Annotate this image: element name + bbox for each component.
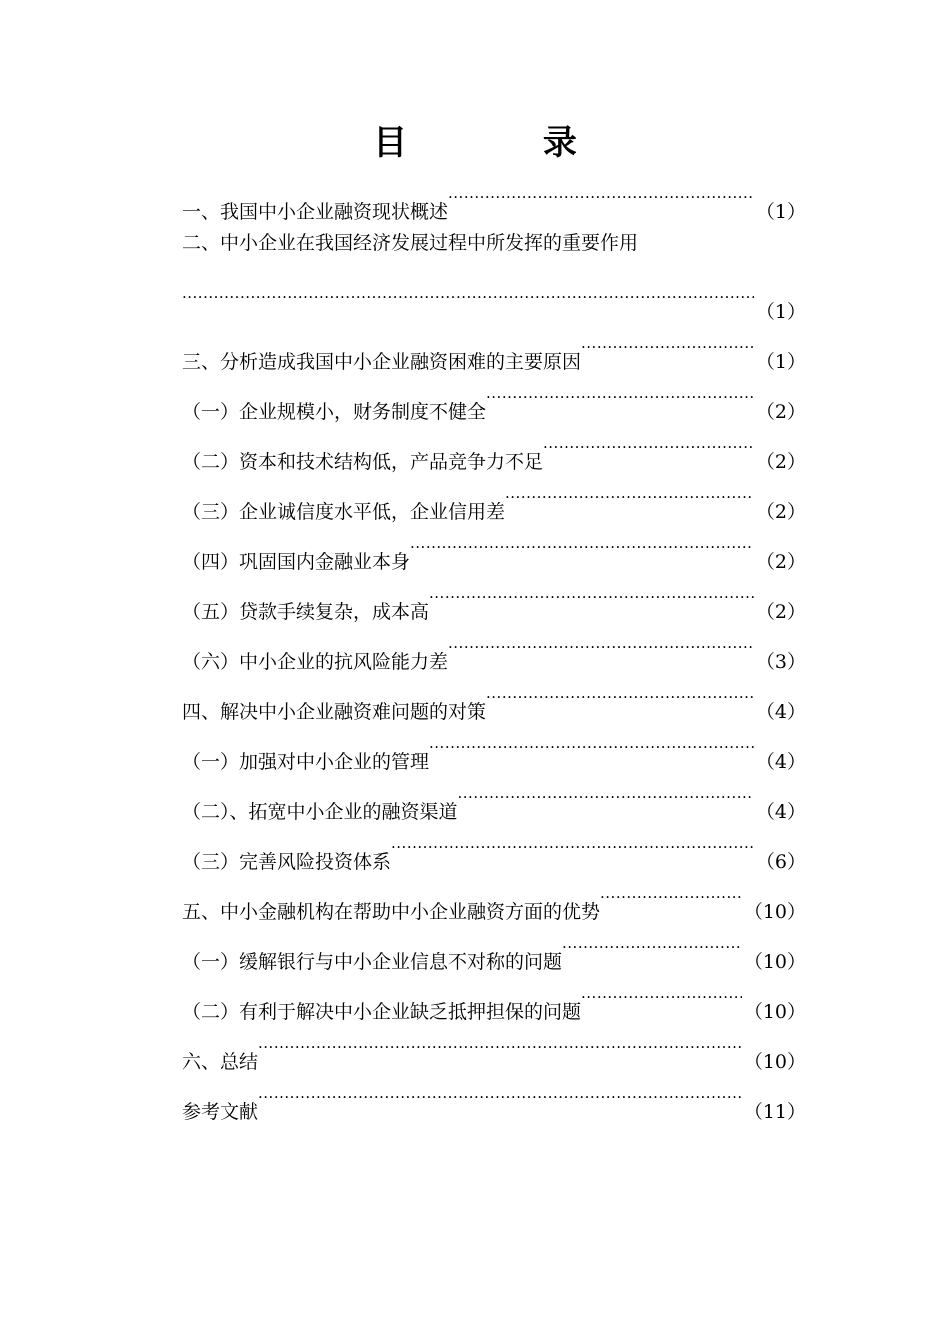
toc-entry-label: （五）贷款手续复杂，成本高 bbox=[182, 601, 430, 623]
toc-entry-label: 一、我国中小企业融资现状概述 bbox=[182, 201, 449, 223]
toc-entry-page: （1） bbox=[755, 351, 806, 373]
toc-leader-dots bbox=[458, 768, 754, 818]
toc-leader-dots bbox=[581, 318, 754, 368]
toc-leader-dots bbox=[429, 718, 754, 768]
toc-entry-page: （10） bbox=[743, 901, 806, 923]
toc-entry-continuation[interactable] bbox=[182, 268, 806, 323]
toc-entry[interactable] bbox=[182, 168, 806, 223]
toc-entry-label: （一）加强对中小企业的管理 bbox=[182, 751, 430, 773]
toc-leader-dots bbox=[600, 868, 742, 918]
toc-leader-dots bbox=[486, 368, 754, 418]
toc-title: 目 录 bbox=[373, 123, 639, 163]
toc-entry[interactable] bbox=[182, 218, 806, 268]
toc-entry-page: （10） bbox=[743, 1001, 806, 1023]
toc-entry-label: （二）有利于解决中小企业缺乏抵押担保的问题 bbox=[182, 1001, 582, 1023]
toc-entry-page: （2） bbox=[755, 601, 806, 623]
toc-entry-page: （4） bbox=[755, 701, 806, 723]
toc-entry-page: （1） bbox=[755, 201, 806, 223]
toc-entry-page: （11） bbox=[743, 1101, 806, 1123]
toc-leader-dots bbox=[543, 418, 754, 468]
toc-entry-page: （1） bbox=[755, 301, 806, 323]
toc-leader-dots bbox=[505, 468, 754, 518]
toc-leader-dots bbox=[562, 918, 742, 968]
toc-leader-dots bbox=[581, 968, 742, 1018]
toc-leader-dots bbox=[448, 618, 754, 668]
toc-entry-label: （三）企业诚信度水平低，企业信用差 bbox=[182, 501, 506, 523]
toc-leader-dots bbox=[258, 1018, 742, 1068]
toc-entry-label: 二、中小企业在我国经济发展过程中所发挥的重要作用 bbox=[182, 232, 639, 254]
toc-entry-label: （一）缓解银行与中小企业信息不对称的问题 bbox=[182, 951, 563, 973]
toc-leader-dots bbox=[410, 518, 754, 568]
toc-entry-label: （六）中小企业的抗风险能力差 bbox=[182, 651, 449, 673]
toc-entry-label: （二）资本和技术结构低，产品竞争力不足 bbox=[182, 451, 544, 473]
toc-leader-dots bbox=[182, 268, 754, 318]
toc-entry-label: 六、总结 bbox=[182, 1051, 259, 1073]
toc-entry-page: （2） bbox=[755, 551, 806, 573]
toc-leader-dots bbox=[429, 568, 754, 618]
toc-entry-page: （10） bbox=[743, 1051, 806, 1073]
toc-leader-dots bbox=[486, 668, 754, 718]
toc-entry-page: （2） bbox=[755, 451, 806, 473]
toc-entry-label: 参考文献 bbox=[182, 1101, 259, 1123]
toc-entry-page: （6） bbox=[755, 851, 806, 873]
toc-entry-label: （四）巩固国内金融业本身 bbox=[182, 551, 411, 573]
toc-entry-label: （二）、拓宽中小企业的融资渠道 bbox=[182, 801, 458, 823]
toc-entry-page: （4） bbox=[755, 751, 806, 773]
toc-entry-label: 四、解决中小企业融资难问题的对策 bbox=[182, 701, 487, 723]
toc-entry[interactable] bbox=[182, 318, 806, 373]
toc-entry-label: （一）企业规模小，财务制度不健全 bbox=[182, 401, 487, 423]
toc-entry-page: （2） bbox=[755, 501, 806, 523]
toc-entry-page: （3） bbox=[755, 651, 806, 673]
toc-entry-label: 五、中小金融机构在帮助中小企业融资方面的优势 bbox=[182, 901, 601, 923]
toc-entry-page: （4） bbox=[755, 801, 806, 823]
toc-leader-dots bbox=[258, 1068, 742, 1118]
toc-leader-dots bbox=[448, 168, 754, 218]
table-of-contents bbox=[182, 168, 806, 1123]
toc-entry[interactable] bbox=[182, 1068, 806, 1123]
toc-entry-page: （2） bbox=[755, 401, 806, 423]
toc-entry-page: （10） bbox=[743, 951, 806, 973]
toc-entry-label: 三、分析造成我国中小企业融资困难的主要原因 bbox=[182, 351, 582, 373]
toc-entry-label: （三）完善风险投资体系 bbox=[182, 851, 392, 873]
toc-leader-dots bbox=[391, 818, 754, 868]
toc-entry[interactable] bbox=[182, 1018, 806, 1073]
